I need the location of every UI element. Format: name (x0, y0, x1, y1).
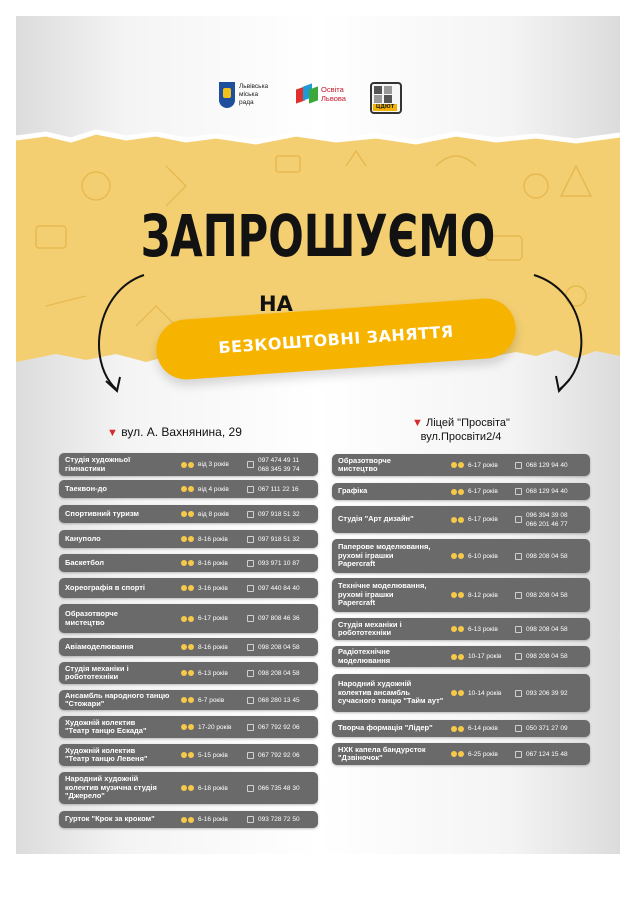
class-name: Баскетбол (65, 557, 105, 567)
child-face-icon (181, 752, 187, 758)
phone-number (247, 554, 300, 572)
class-row (59, 811, 318, 828)
phone-number (515, 483, 568, 500)
age-range (181, 744, 228, 766)
phone-icon (515, 488, 522, 495)
phone-text: 067 792 92 06 (258, 751, 300, 759)
child-face-icon (188, 817, 194, 823)
phone-text: 067 792 92 06 (258, 723, 300, 731)
class-name: Народний художній колектив музична студія "Джерело" (65, 774, 157, 801)
class-row (59, 690, 318, 710)
age-text: 6-13 років (198, 669, 228, 677)
page-title: ЗАПРОШУЄМО (140, 202, 496, 270)
class-name: НХК капела бандурсток "Дзвіночок" (338, 744, 426, 762)
class-row (59, 480, 318, 498)
age-range (451, 506, 498, 533)
class-row (332, 618, 590, 640)
age-range (181, 638, 228, 656)
child-face-icon (188, 585, 194, 591)
child-face-icon (458, 726, 464, 732)
age-text: 6-17 років (468, 488, 498, 495)
phone-number (247, 716, 300, 738)
child-face-icon (181, 486, 187, 492)
lviv-shield-icon (219, 82, 235, 108)
class-name: Спортивний туризм (65, 508, 139, 518)
phone-number (515, 506, 568, 533)
phone-icon (515, 626, 522, 633)
child-face-icon (451, 553, 457, 559)
cdyut-logo (370, 82, 402, 114)
child-face-icon (181, 511, 187, 517)
child-face-icon (188, 616, 194, 622)
child-face-icon (181, 585, 187, 591)
phone-icon (247, 670, 254, 677)
class-row (332, 506, 590, 533)
child-face-icon (188, 670, 194, 676)
class-name: Творча формація "Лідер" (338, 723, 433, 733)
age-text: 8-12 років (468, 591, 498, 599)
phone-icon (247, 615, 254, 622)
age-text: від 4 років (198, 485, 229, 493)
age-range (181, 604, 228, 633)
age-range (181, 578, 228, 598)
class-name: Гурток "Крок за кроком" (65, 814, 155, 824)
child-face-icon (188, 536, 194, 542)
class-row (59, 638, 318, 656)
phone-text: 068 129 94 40 (526, 488, 568, 495)
phone-number (247, 530, 300, 548)
class-name: Хореографія в спорті (65, 582, 146, 592)
phone-icon (515, 462, 522, 469)
class-name: Художній колектив "Театр танцю Левеня" (65, 745, 148, 763)
child-face-icon (458, 489, 464, 495)
phone-icon (515, 592, 522, 599)
phone-icon (515, 751, 522, 758)
age-range (451, 483, 498, 500)
class-row (59, 772, 318, 804)
age-range (451, 743, 498, 765)
class-row (59, 578, 318, 598)
class-row (332, 454, 590, 476)
phone-number (515, 646, 568, 667)
class-name: Радіотехнічне моделювання (338, 647, 391, 665)
logo-bar (16, 82, 620, 122)
class-row (59, 453, 318, 476)
child-face-icon (181, 670, 187, 676)
child-face-icon (458, 592, 464, 598)
age-range (181, 505, 229, 523)
class-name: Образотворче мистецтво (65, 609, 118, 627)
age-text: 8-16 років (198, 643, 228, 651)
phone-icon (247, 461, 254, 468)
free-classes-badge-text: БЕЗКОШТОВНІ ЗАНЯТТЯ (217, 321, 455, 357)
child-face-icon (188, 697, 194, 703)
child-face-icon (451, 690, 457, 696)
age-range (451, 578, 498, 612)
phone-text: 098 208 04 58 (258, 643, 300, 651)
class-row (332, 539, 590, 573)
age-text: 10-17 років (468, 653, 502, 660)
phone-text: 068 280 13 45 (258, 696, 300, 704)
age-text: від 8 років (198, 510, 229, 518)
phone-number (247, 811, 300, 828)
child-face-icon (451, 726, 457, 732)
location-pin-icon: ▼ (107, 427, 118, 439)
child-face-icon (451, 751, 457, 757)
phone-text: 093 206 39 92 (526, 689, 568, 697)
phone-icon (247, 486, 254, 493)
left-address (107, 425, 242, 439)
child-face-icon (451, 489, 457, 495)
phone-icon (515, 553, 522, 560)
phone-number (247, 505, 300, 523)
child-face-icon (458, 517, 464, 523)
child-face-icon (188, 644, 194, 650)
phone-icon (247, 511, 254, 518)
age-range (181, 772, 228, 804)
age-range (181, 716, 231, 738)
phone-icon (515, 725, 522, 732)
child-face-icon (188, 752, 194, 758)
age-text: 17-20 років (198, 723, 232, 731)
phone-icon (247, 536, 254, 543)
lviv-logo-text: Львівська міська рада (239, 83, 269, 106)
page-subtitle: НА (259, 292, 293, 316)
age-range (451, 539, 498, 573)
cdyut-grid-icon (370, 82, 402, 114)
class-row (59, 554, 318, 572)
child-face-icon (451, 462, 457, 468)
class-row (59, 662, 318, 684)
class-row (59, 744, 318, 766)
age-range (451, 674, 501, 712)
phone-text: 093 728 72 50 (258, 816, 300, 823)
right-address-text: вул.Просвіти2/4 (420, 431, 502, 443)
phone-number (247, 604, 300, 633)
class-row (59, 505, 318, 523)
class-name: Художній колектив "Театр танцю Ескада" (65, 717, 147, 735)
age-text: 6-7 років (198, 696, 225, 704)
phone-text: 097 440 84 40 (258, 584, 300, 592)
child-face-icon (458, 626, 464, 632)
phone-icon (247, 724, 254, 731)
phone-number (247, 772, 300, 804)
class-row (332, 743, 590, 765)
class-row (332, 674, 590, 712)
child-face-icon (188, 462, 194, 468)
phone-text: 096 394 39 08 066 201 46 77 (526, 511, 568, 528)
class-name: Паперове моделювання, рухомі іграшки Papercraft (338, 542, 431, 569)
child-face-icon (181, 724, 187, 730)
child-face-icon (458, 462, 464, 468)
age-range (181, 453, 229, 476)
age-range (181, 480, 229, 498)
phone-text: 097 918 51 32 (258, 510, 300, 518)
age-range (181, 554, 228, 572)
class-row (59, 716, 318, 738)
child-face-icon (188, 511, 194, 517)
age-range (451, 618, 498, 640)
class-name: Авіамоделювання (65, 641, 134, 651)
age-range (451, 454, 498, 476)
class-row (332, 646, 590, 667)
phone-icon (247, 752, 254, 759)
left-address-text: вул. А. Вахнянина, 29 (121, 425, 242, 439)
phone-number (247, 578, 300, 598)
child-face-icon (181, 697, 187, 703)
poster (16, 16, 620, 854)
child-face-icon (451, 592, 457, 598)
lviv-city-council-logo (219, 82, 268, 108)
age-text: 6-14 років (468, 725, 498, 732)
phone-number (515, 578, 568, 612)
class-name: Образотворче мистецтво (338, 455, 391, 473)
phone-number (247, 453, 300, 476)
class-name: Кануполо (65, 533, 101, 543)
class-name: Народний художній колектив ансамбль сучасного танцю "Тайм аут" (338, 679, 444, 706)
phone-icon (247, 816, 254, 823)
right-curved-arrow-icon (526, 271, 596, 401)
class-name: Студія "Арт дизайн" (338, 514, 414, 524)
phone-number (247, 744, 300, 766)
child-face-icon (451, 654, 457, 660)
phone-icon (247, 585, 254, 592)
phone-text: 067 124 15 48 (526, 750, 568, 758)
child-face-icon (458, 553, 464, 559)
child-face-icon (451, 626, 457, 632)
phone-number (515, 743, 568, 765)
age-range (451, 720, 498, 737)
phone-icon (247, 697, 254, 704)
class-row (332, 483, 590, 500)
phone-number (515, 720, 568, 737)
age-text: 10-14 років (468, 689, 502, 697)
age-text: 6-17 років (198, 615, 228, 622)
phone-icon (247, 560, 254, 567)
phone-icon (515, 690, 522, 697)
age-range (181, 530, 228, 548)
phone-text: 098 208 04 58 (526, 653, 568, 660)
child-face-icon (181, 644, 187, 650)
age-text: 3-16 років (198, 584, 228, 592)
phone-number (247, 662, 300, 684)
phone-icon (515, 653, 522, 660)
class-name: Студія механіки і робототехніки (65, 663, 129, 681)
class-row (59, 530, 318, 548)
age-range (181, 662, 228, 684)
phone-icon (247, 644, 254, 651)
child-face-icon (188, 785, 194, 791)
cdyut-label: ЦДЮТ (373, 104, 397, 111)
phone-icon (515, 516, 522, 523)
age-text: 5-15 років (198, 751, 228, 759)
child-face-icon (188, 560, 194, 566)
phone-text: 097 474 49 11 068 345 39 74 (258, 456, 300, 473)
child-face-icon (458, 690, 464, 696)
class-name: Студія механіки і робототехніки (338, 619, 402, 637)
phone-text: 097 808 46 36 (258, 615, 300, 622)
age-range (451, 646, 501, 667)
age-text: 6-17 років (468, 461, 498, 469)
child-face-icon (181, 536, 187, 542)
age-text: 6-17 років (468, 516, 498, 523)
location-pin-icon: ▼ (412, 417, 423, 429)
child-face-icon (181, 462, 187, 468)
age-text: від 3 років (198, 461, 229, 468)
class-row (332, 578, 590, 612)
age-text: 6-18 років (198, 784, 228, 792)
child-face-icon (181, 817, 187, 823)
child-face-icon (458, 751, 464, 757)
child-face-icon (458, 654, 464, 660)
class-row (59, 604, 318, 633)
class-name: Студія художньої гімнастики (65, 455, 131, 473)
phone-number (515, 539, 568, 573)
phone-number (247, 480, 299, 498)
child-face-icon (188, 724, 194, 730)
class-name: Ансамбль народного танцю "Стожари" (65, 690, 170, 708)
phone-text: 098 208 04 58 (526, 625, 568, 633)
class-row (332, 720, 590, 737)
phone-text: 098 208 04 58 (526, 591, 568, 599)
right-address (391, 416, 531, 444)
phone-number (247, 690, 300, 710)
age-text: 8-16 років (198, 535, 228, 543)
phone-text: 050 371 27 09 (526, 725, 568, 732)
age-text: 6-13 років (468, 625, 498, 633)
age-text: 8-16 років (198, 559, 228, 567)
class-name: Таеквон-до (65, 483, 107, 493)
phone-text: 068 129 94 40 (526, 461, 568, 469)
age-range (181, 690, 224, 710)
left-curved-arrow-icon (86, 271, 156, 401)
child-face-icon (188, 486, 194, 492)
osvita-logo-text: Освіта Львова (321, 85, 346, 103)
phone-text: 066 735 48 30 (258, 784, 300, 792)
phone-text: 093 971 10 87 (258, 559, 300, 567)
phone-text: 097 918 51 32 (258, 535, 300, 543)
child-face-icon (181, 785, 187, 791)
age-text: 6-25 років (468, 750, 498, 758)
osvita-lvova-logo (296, 82, 346, 106)
age-text: 6-10 років (468, 552, 498, 560)
osvita-book-icon (296, 82, 318, 106)
age-range (181, 811, 228, 828)
phone-number (515, 674, 568, 712)
phone-icon (247, 785, 254, 792)
phone-number (515, 618, 568, 640)
phone-number (247, 638, 300, 656)
phone-number (515, 454, 568, 476)
phone-text: 098 208 04 58 (526, 552, 568, 560)
child-face-icon (451, 517, 457, 523)
class-name: Технічне моделювання, рухомі іграшки Papercraft (338, 581, 427, 608)
phone-text: 067 111 22 16 (258, 485, 299, 493)
age-text: 6-16 років (198, 816, 228, 823)
right-school-name: Ліцей "Просвіта" (426, 417, 510, 429)
child-face-icon (181, 616, 187, 622)
class-name: Графіка (338, 486, 368, 496)
phone-text: 098 208 04 58 (258, 669, 300, 677)
child-face-icon (181, 560, 187, 566)
